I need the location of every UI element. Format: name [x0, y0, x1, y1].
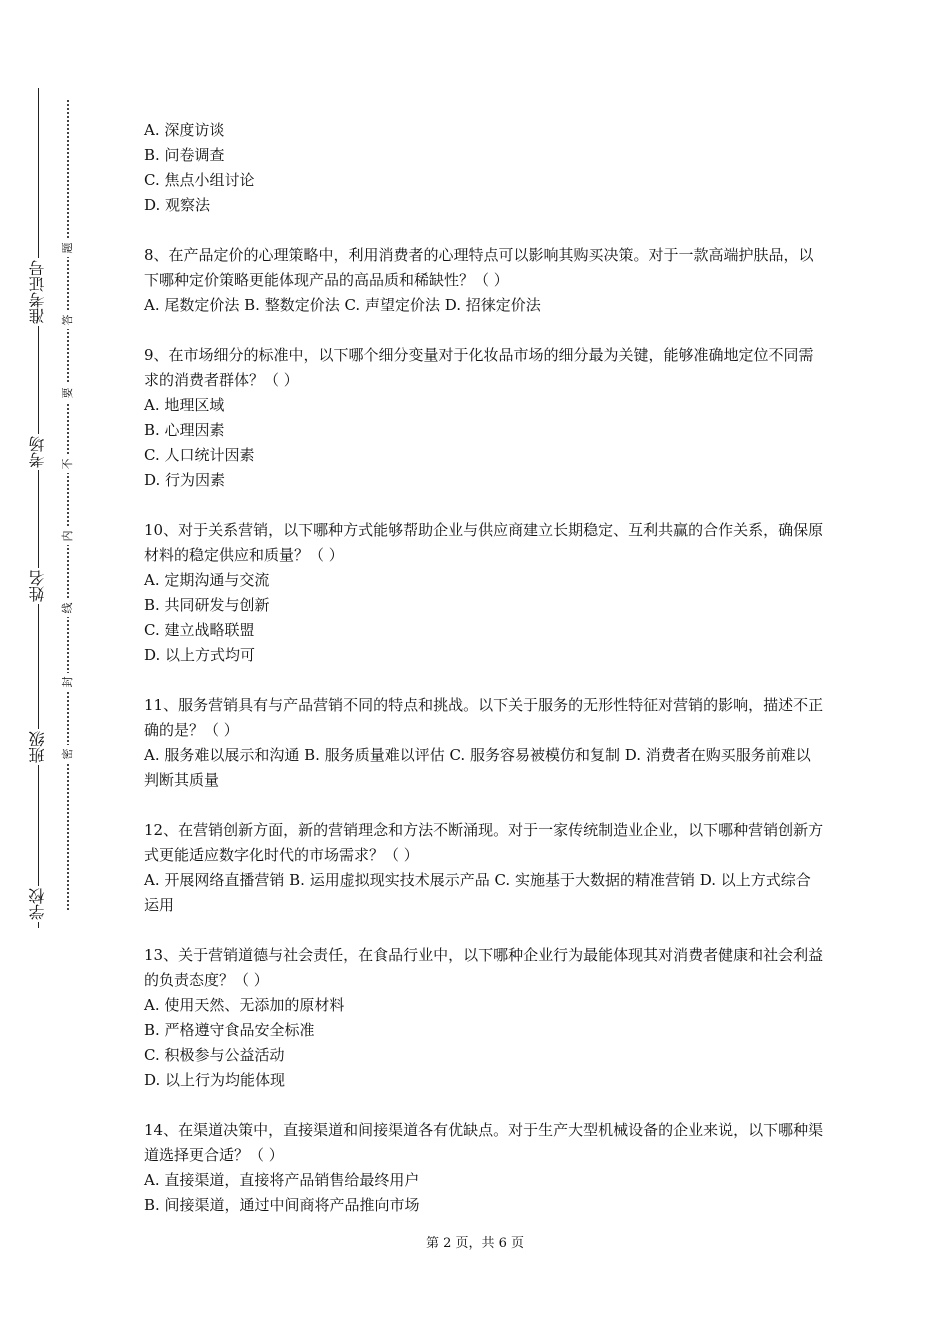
- option: A. 使用天然、无添加的原材料: [144, 996, 345, 1014]
- option: B. 共同研发与创新: [144, 596, 270, 614]
- seal-char: 要: [62, 384, 74, 402]
- question-stem: 12、在营销创新方面，新的营销理念和方法不断涌现。对于一家传统制造业企业，以下哪种营销创新方式更能适应数字化时代的市场需求？（ ）: [144, 821, 824, 864]
- option: B. 严格遵守食品安全标准: [144, 1021, 315, 1039]
- question-7-continued: [144, 118, 824, 218]
- exam-room-field-label: 考场: [28, 436, 47, 468]
- option: C. 积极参与公益活动: [144, 1046, 285, 1064]
- option: B. 间接渠道，通过中间商将产品推向市场: [144, 1196, 420, 1214]
- school-field-label: 学校: [28, 888, 47, 920]
- option: D. 观察法: [144, 196, 211, 214]
- option: D. 行为因素: [144, 471, 226, 489]
- option: A. 定期沟通与交流: [144, 571, 270, 589]
- question-stem: 13、关于营销道德与社会责任，在食品行业中，以下哪种企业行为最能体现其对消费者健康和社会利益的负责态度？（ ）: [144, 946, 824, 989]
- option: B. 心理因素: [144, 421, 225, 439]
- option: A. 服务难以展示和沟通 B. 服务质量难以评估 C. 服务容易被模仿和复制 D. 消费者在购买服务前难以判断其质量: [144, 746, 811, 789]
- seal-char: 答: [62, 311, 74, 329]
- page-footer: 第 2 页，共 6 页: [425, 1236, 525, 1251]
- question-stem: 10、对于关系营销，以下哪种方式能够帮助企业与供应商建立长期稳定、互利共赢的合作关系，确保原材料的稳定供应和质量？（ ）: [144, 521, 824, 564]
- name-field-label: 姓名: [28, 570, 47, 602]
- binding-margin: [0, 0, 90, 1344]
- binding-dotted-line: [67, 100, 69, 910]
- seal-char: 密: [62, 745, 74, 763]
- option: C. 焦点小组讨论: [144, 171, 255, 189]
- question-12: [144, 818, 824, 918]
- question-8: [144, 243, 824, 318]
- option: A. 直接渠道，直接将产品销售给最终用户: [144, 1171, 420, 1189]
- seal-char: 封: [62, 673, 74, 691]
- option: C. 建立战略联盟: [144, 621, 255, 639]
- seal-char: 内: [62, 527, 74, 545]
- seal-char: 不: [62, 455, 74, 473]
- question-stem: 11、服务营销具有与产品营销不同的特点和挑战。以下关于服务的无形性特征对营销的影响，描述不正确的是？（ ）: [144, 696, 824, 739]
- option: C. 人口统计因素: [144, 446, 255, 464]
- option: A. 深度访谈: [144, 121, 225, 139]
- option: D. 以上行为均能体现: [144, 1071, 286, 1089]
- exam-number-field-label: 准考证号: [28, 260, 47, 324]
- question-11: [144, 693, 824, 793]
- seal-char: 线: [62, 599, 74, 617]
- seal-char: 题: [62, 239, 74, 257]
- question-9: [144, 343, 824, 493]
- question-list: [144, 118, 824, 1243]
- option: B. 问卷调查: [144, 146, 225, 164]
- question-stem: 8、在产品定价的心理策略中，利用消费者的心理特点可以影响其购买决策。对于一款高端护肤品，以下哪种定价策略更能体现产品的高品质和稀缺性？（ ）: [144, 246, 814, 289]
- binding-solid-line: [38, 88, 39, 928]
- class-field-label: 班级: [28, 731, 47, 763]
- question-stem: 9、在市场细分的标准中，以下哪个细分变量对于化妆品市场的细分最为关键，能够准确地定位不同需求的消费者群体？（ ）: [144, 346, 814, 389]
- question-13: [144, 943, 824, 1093]
- option: A. 地理区域: [144, 396, 225, 414]
- option: A. 尾数定价法 B. 整数定价法 C. 声望定价法 D. 招徕定价法: [144, 296, 541, 314]
- question-stem: 14、在渠道决策中，直接渠道和间接渠道各有优缺点。对于生产大型机械设备的企业来说，以下哪种渠道选择更合适？（ ）: [144, 1121, 824, 1164]
- question-14: [144, 1118, 824, 1218]
- question-10: [144, 518, 824, 668]
- option: A. 开展网络直播营销 B. 运用虚拟现实技术展示产品 C. 实施基于大数据的精准营销 D. 以上方式综合运用: [144, 871, 811, 914]
- option: D. 以上方式均可: [144, 646, 256, 664]
